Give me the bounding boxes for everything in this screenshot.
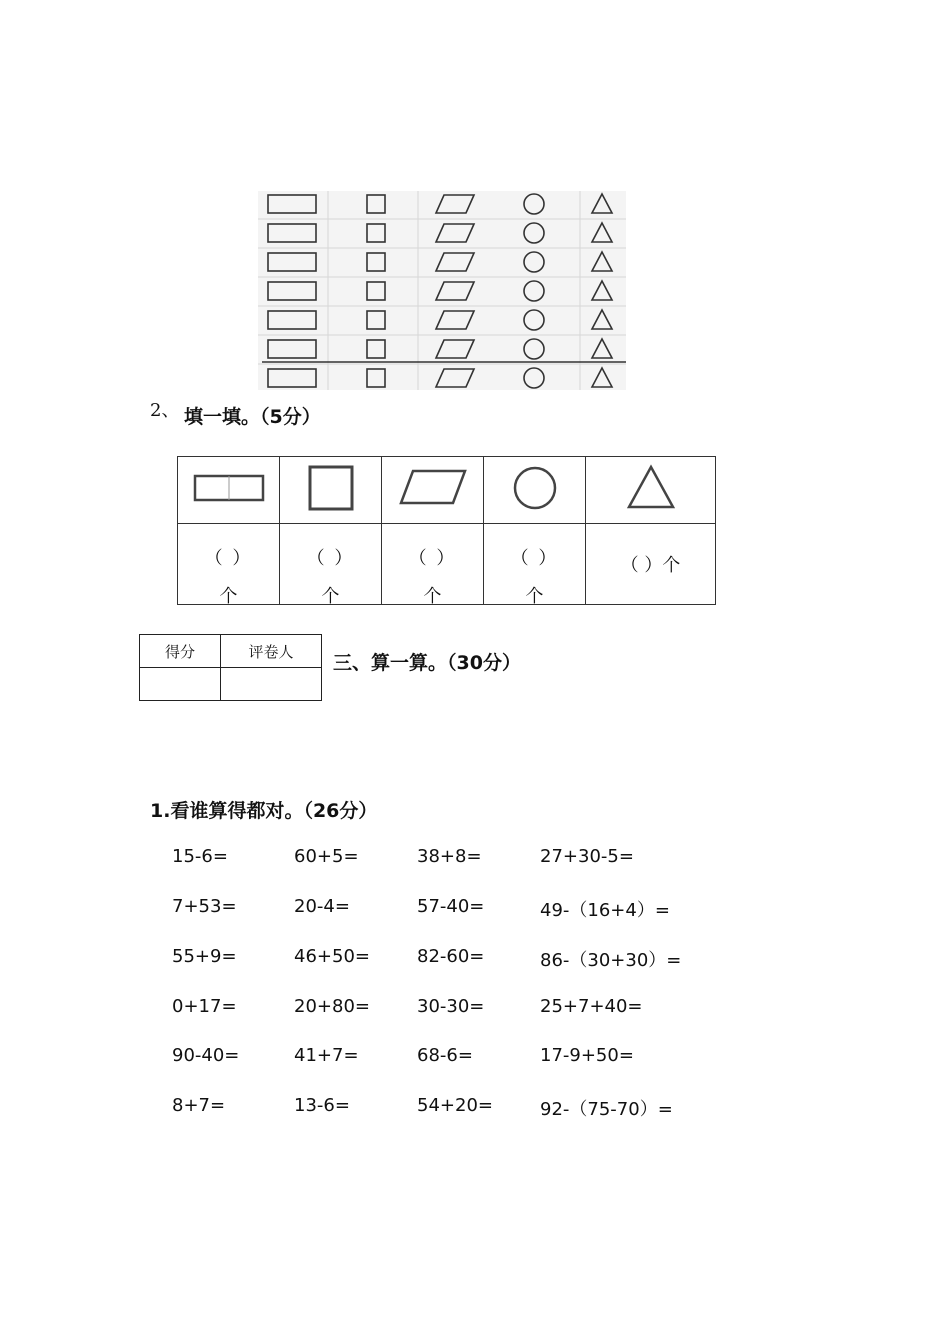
score-box [139,634,322,701]
reviewer-label: 评卷人 [221,635,322,668]
answer-blank[interactable]: （ ） [306,548,355,569]
circle-icon [524,339,544,359]
arithmetic-problem: 57-40= [417,896,485,917]
reviewer-field[interactable] [221,668,322,701]
circle-icon [524,223,544,243]
arithmetic-problem: 54+20= [417,1095,493,1116]
arithmetic-problem: 38+8= [417,846,482,867]
score-field[interactable] [140,668,221,701]
square-icon [367,224,385,242]
arithmetic-problem: 15-6= [172,846,228,867]
parallelogram-icon [436,195,474,213]
shape-cell [382,457,484,524]
arithmetic-problem: 17-9+50= [540,1045,634,1066]
rectangle-icon [268,253,316,271]
score-label: 得分 [140,635,221,668]
answer-cell[interactable] [178,524,280,605]
circle-icon [524,252,544,272]
arithmetic-problem: 68-6= [417,1045,473,1066]
circle-icon [524,194,544,214]
section-number: 2、 [150,400,180,421]
arithmetic-problem: 90-40= [172,1045,240,1066]
square-icon [367,195,385,213]
parallelogram-icon [436,311,474,329]
triangle-icon [621,461,681,515]
square-icon [367,369,385,387]
square-icon [367,253,385,271]
arithmetic-problem: 0+17= [172,996,237,1017]
arithmetic-problem: 49-（16+4）= [540,900,670,921]
square-icon [367,311,385,329]
arithmetic-problem: 82-60= [417,946,485,967]
shape-count-table [177,456,716,605]
triangle-icon [592,368,612,387]
arithmetic-problem: 25+7+40= [540,996,643,1017]
shape-cell [586,457,716,524]
circle-icon [507,462,563,514]
rectangle-icon [268,195,316,213]
arithmetic-problem: 55+9= [172,946,237,967]
circle-icon [524,310,544,330]
unit-label: 个 [219,586,238,607]
triangle-icon [592,223,612,242]
arithmetic-problem: 20-4= [294,896,350,917]
rectangle-icon [268,369,316,387]
shape-cell [280,457,382,524]
scanned-shapes-image [258,191,626,390]
square-icon [367,282,385,300]
shapes-figure [258,191,626,390]
triangle-icon [592,252,612,271]
unit-label: 个 [423,586,442,607]
answer-blank[interactable]: （ ） [204,548,253,569]
arithmetic-problem: 30-30= [417,996,485,1017]
arithmetic-problem: 86-（30+30）= [540,950,682,971]
square-icon [367,340,385,358]
shape-cell [484,457,586,524]
section-title: 填一填。（5分） [184,406,321,428]
arithmetic-problem: 7+53= [172,896,237,917]
section3-title: 三、算一算。（30分） [333,652,521,674]
exercise1-title: 1.看谁算得都对。（26分） [150,800,378,822]
answer-blank[interactable]: （ ） [408,548,457,569]
arithmetic-problem: 20+80= [294,996,370,1017]
arithmetic-problem: 92-（75-70）= [540,1099,673,1120]
unit-label: 个 [321,586,340,607]
answer-cell[interactable] [382,524,484,605]
arithmetic-problem: 13-6= [294,1095,350,1116]
rectangle-icon [268,311,316,329]
answer-cell[interactable] [484,524,586,605]
parallelogram-icon [436,282,474,300]
rectangle-icon [189,468,269,508]
circle-icon [524,281,544,301]
parallelogram-icon [436,369,474,387]
shape-cell [178,457,280,524]
triangle-icon [592,194,612,213]
parallelogram-icon [436,340,474,358]
parallelogram-icon [436,224,474,242]
triangle-icon [592,281,612,300]
answer-blank[interactable]: （ ）个 [620,555,681,576]
rectangle-icon [268,224,316,242]
parallelogram-icon [395,465,471,511]
square-icon [303,463,359,513]
arithmetic-problem: 8+7= [172,1095,226,1116]
circle-icon [524,368,544,388]
answer-blank[interactable]: （ ） [510,548,559,569]
triangle-icon [592,339,612,358]
arithmetic-problem: 41+7= [294,1045,359,1066]
triangle-icon [592,310,612,329]
arithmetic-problem: 60+5= [294,846,359,867]
arithmetic-problem: 46+50= [294,946,370,967]
unit-label: 个 [525,586,544,607]
rectangle-icon [268,282,316,300]
arithmetic-problem: 27+30-5= [540,846,634,867]
rectangle-icon [268,340,316,358]
parallelogram-icon [436,253,474,271]
answer-cell[interactable] [586,524,716,605]
answer-cell[interactable] [280,524,382,605]
